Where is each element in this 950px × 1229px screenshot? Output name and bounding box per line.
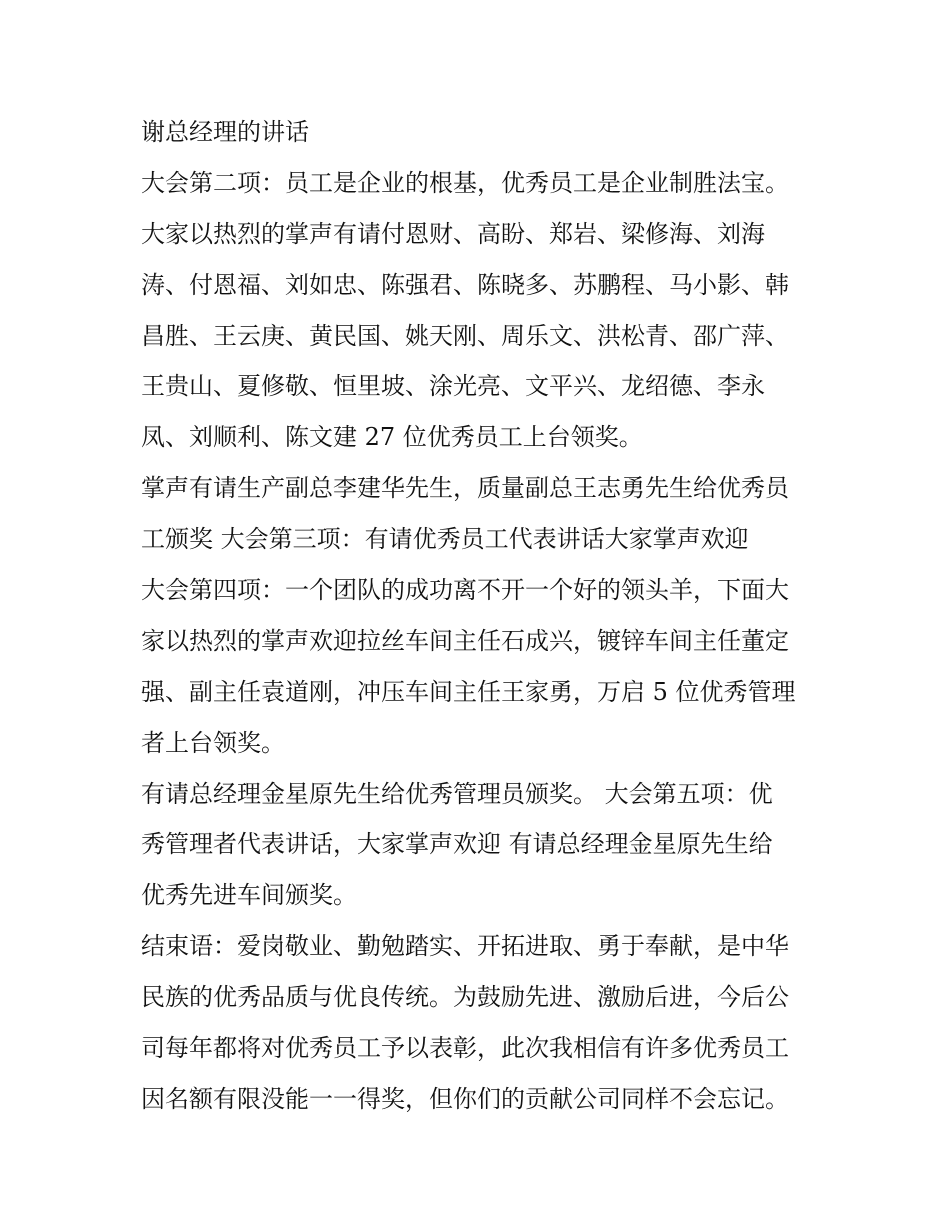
text-line: 掌声有请生产副总李建华先生，质量副总王志勇先生给优秀员 [141,474,789,503]
text-line: 家以热烈的掌声欢迎拉丝车间主任石成兴，镀锌车间主任董定 [141,626,789,655]
text-line: 民族的优秀品质与优良传统。为鼓励先进、激励后进，今后公 [141,983,789,1012]
text-line: 者上台领奖。 [141,728,285,757]
text-line: 因名额有限没能一一得奖，但你们的贡献公司同样不会忘记。 [141,1084,789,1113]
text-line: 有请总经理金星原先生给优秀管理员颁奖。 大会第五项：优 [141,779,773,808]
text-line: 强、副主任袁道刚，冲压车间主任王家勇，万启 5 位优秀管理 [141,677,796,706]
text-line: 谢总经理的讲话 [141,118,309,146]
text-line: 工颁奖 大会第三项：有请优秀员工代表讲话大家掌声欢迎 [141,525,749,554]
text-line: 结束语：爱岗敬业、勤勉踏实、开拓进取、勇于奉献，是中华 [141,932,789,961]
document-body [141,107,821,1125]
text-line: 昌胜、王云庚、黄民国、姚天刚、周乐文、洪松青、邵广萍、 [141,321,789,350]
text-line: 涛、付恩福、刘如忠、陈强君、陈晓多、苏鹏程、马小影、韩 [141,270,789,299]
text-line: 大家以热烈的掌声有请付恩财、高盼、郑岩、梁修海、刘海 [141,219,765,248]
text-line: 凤、刘顺利、陈文建 27 位优秀员工上台领奖。 [141,423,643,452]
text-line: 大会第二项：员工是企业的根基，优秀员工是企业制胜法宝。 [141,168,789,197]
text-line: 大会第四项：一个团队的成功离不开一个好的领头羊，下面大 [141,576,789,605]
text-line: 秀管理者代表讲话，大家掌声欢迎 有请总经理金星原先生给 [141,830,773,859]
text-line: 王贵山、夏修敬、恒里坡、涂光亮、文平兴、龙绍德、李永 [141,372,765,401]
text-line: 优秀先进车间颁奖。 [141,881,357,910]
text-line: 司每年都将对优秀员工予以表彰，此次我相信有许多优秀员工 [141,1034,789,1063]
